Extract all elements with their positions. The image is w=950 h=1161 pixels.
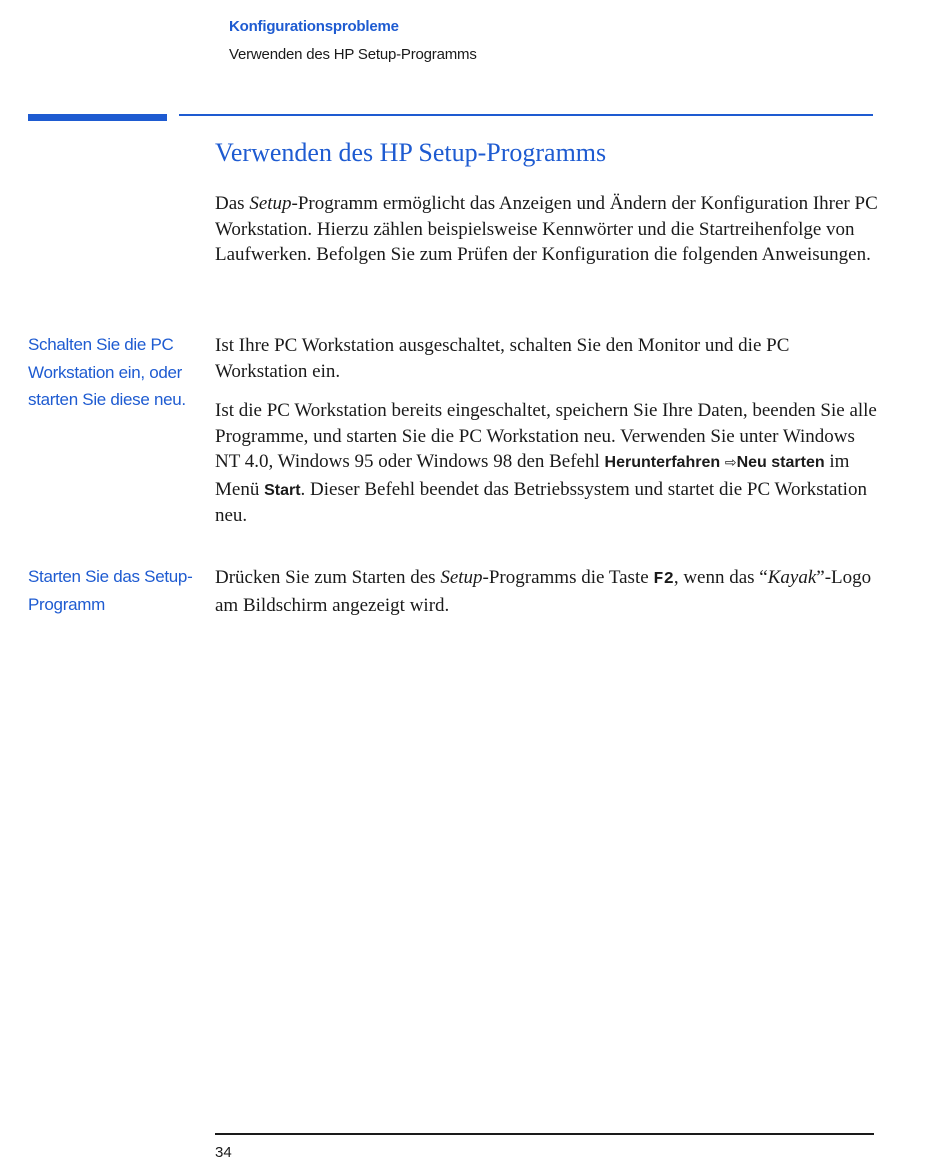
step-2-label: Starten Sie das Setup-Programm <box>28 567 193 614</box>
step-1-label: Schalten Sie die PC Workstation ein, oder starten Sie diese neu. <box>28 335 186 409</box>
step-2-text-d: ”-Logo am Bildschirm angezeigt wird. <box>215 567 872 616</box>
setup-term: Setup <box>249 193 292 214</box>
setup-term: Setup <box>440 567 483 588</box>
menu-command-shutdown: Herunterfahren <box>604 454 721 471</box>
intro-paragraph <box>215 191 880 268</box>
kayak-term: Kayak <box>767 567 817 588</box>
step-2-text-c: , wenn das “ <box>673 567 768 588</box>
step-1-text-b: im Menü <box>215 451 850 500</box>
step-2-paragraph <box>215 565 880 618</box>
step-1-text-c: . Dieser Befehl beendet das Betriebssystem und startet die PC Workstation neu. <box>215 478 867 526</box>
page-title: Verwenden des HP Setup-Programms <box>215 138 607 167</box>
menu-command-restart: Neu starten <box>736 454 825 471</box>
intro-text-start: Das <box>215 193 250 214</box>
step-1-paragraph-1: Ist Ihre PC Workstation ausgeschaltet, schalten Sie den Monitor und die PC Workstation ein. <box>215 335 790 382</box>
running-header-section: Verwenden des HP Setup-Programms <box>229 46 477 63</box>
page-number: 34 <box>215 1144 232 1161</box>
step-1-text-a: Ist die PC Workstation bereits eingeschaltet, speichern Sie Ihre Daten, beenden Sie alle Programme, und starten Sie die PC Workstation neu. Verwenden Sie unter Windows NT 4.0, Windows 95 oder Windows 98 den Befehl <box>215 400 877 472</box>
header-rule <box>179 114 873 116</box>
accent-bar <box>28 114 167 121</box>
menu-start: Start <box>264 481 301 499</box>
step-1-paragraph-2 <box>215 398 880 529</box>
step-2-text-a: Drücken Sie zum Starten des <box>215 567 441 588</box>
menu-arrow-icon: ⇨ <box>724 455 737 471</box>
step-2-text-b: -Programms die Taste <box>482 567 654 588</box>
intro-text-rest: -Programm ermöglicht das Anzeigen und Ändern der Konfiguration Ihrer PC Workstation. Hierzu zählen beispielsweise Kennwörter und die Startreihenfolge von Laufwerken. Befolgen Sie zum Prüfen der Konfiguration die folgenden Anweisungen. <box>215 193 878 265</box>
running-header-chapter: Konfigurationsprobleme <box>229 18 399 35</box>
key-f2: F2 <box>653 570 674 589</box>
footer-rule <box>215 1133 874 1135</box>
